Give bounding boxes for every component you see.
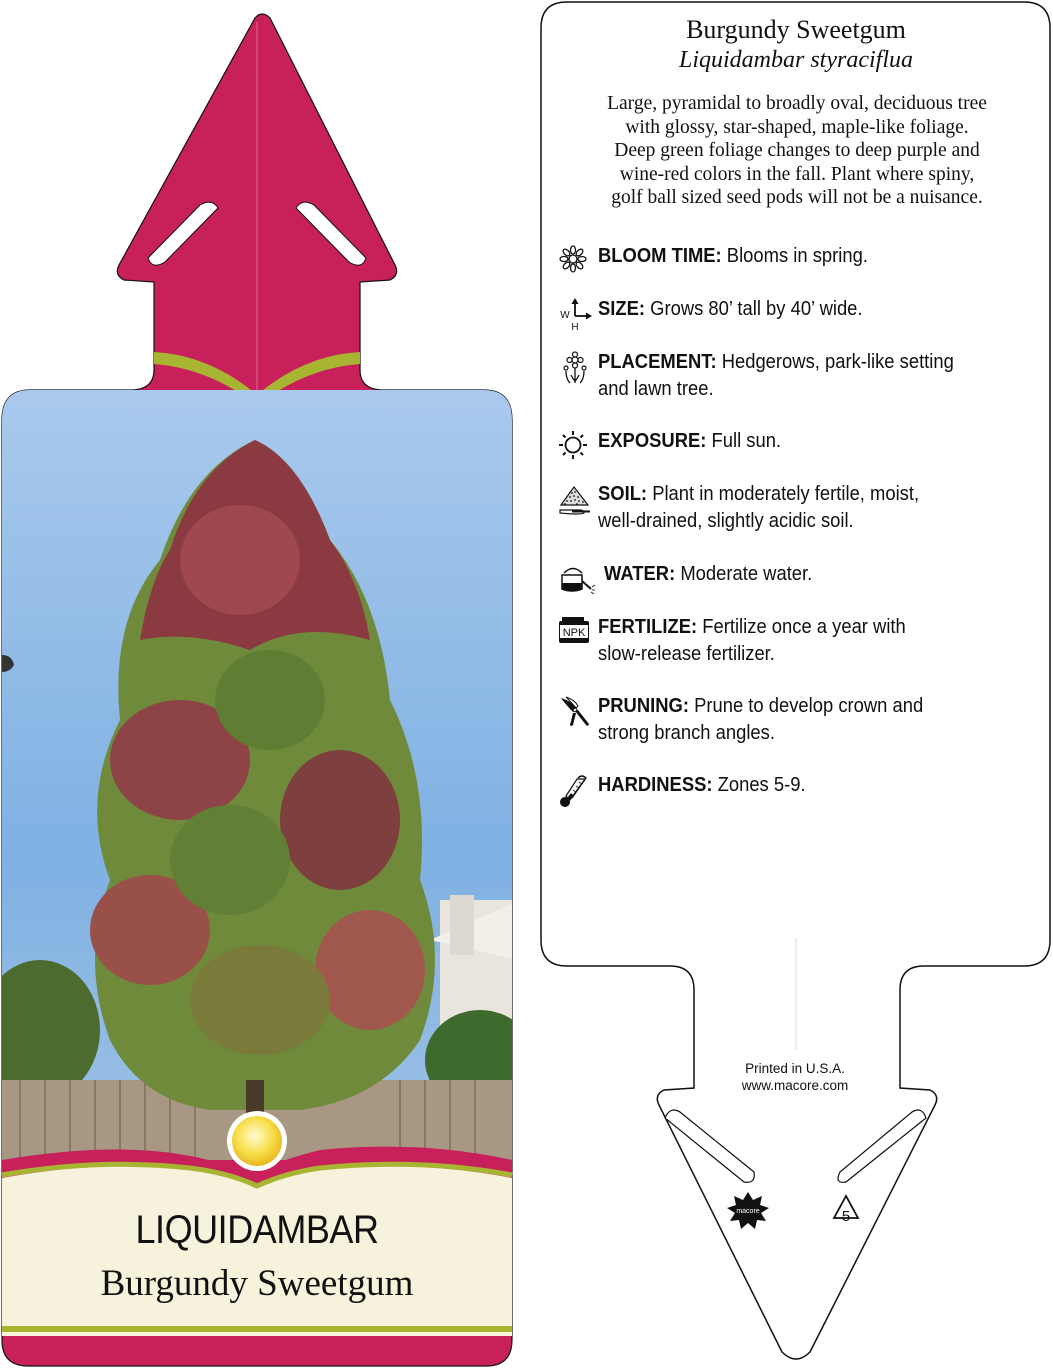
thermometer-icon [558, 774, 592, 808]
back-title: Burgundy Sweetgum [686, 15, 906, 44]
printed-in: Printed in U.S.A. [745, 1061, 845, 1076]
back-description [552, 92, 1042, 210]
npk-fertilizer-icon [558, 616, 592, 646]
watering-can-icon [558, 563, 596, 597]
attr-value: and lawn tree. [598, 378, 714, 400]
description-line: with glossy, star-shaped, maple-like foliage. [625, 116, 969, 138]
attr-value: Zones 5-9. [717, 774, 806, 796]
attr-label: PLACEMENT: [598, 351, 717, 373]
front-common-name: Burgundy Sweetgum [100, 1263, 414, 1304]
sun-icon [558, 430, 592, 460]
attr-exposure [558, 428, 1043, 458]
attr-fertilize [558, 614, 1043, 670]
flower-icon [558, 245, 592, 275]
attr-water [558, 561, 1043, 591]
soil-icon [558, 483, 592, 517]
pruners-icon [558, 695, 592, 729]
svg-text:W: W [560, 310, 570, 321]
attr-value: Plant in moderately fertile, moist, [652, 483, 920, 505]
svg-text:H: H [571, 322, 579, 332]
attr-value: Grows 80’ tall by 40’ wide. [650, 298, 863, 320]
description-line: golf ball sized seed pods will not be a nuisance. [611, 187, 983, 208]
attr-value: slow-release fertilizer. [598, 643, 775, 665]
front-genus-name: LIQUIDAMBAR [135, 1208, 379, 1252]
printed-info [700, 1060, 890, 1094]
attr-size [558, 296, 1043, 332]
attr-label: SIZE: [598, 298, 646, 320]
attr-value: Full sun. [711, 430, 782, 452]
attr-hardiness [558, 772, 1043, 802]
attr-value: Blooms in spring. [726, 245, 868, 267]
description-line: Deep green foliage changes to deep purple and [614, 140, 980, 161]
svg-text:5: 5 [841, 1208, 851, 1225]
attr-label: WATER: [604, 563, 676, 585]
back-latin-name: Liquidambar styraciflua [678, 47, 913, 73]
svg-text:NPK: NPK [562, 627, 586, 639]
attr-label: BLOOM TIME: [598, 245, 722, 267]
attr-label: EXPOSURE: [598, 430, 707, 452]
website: www.macore.com [741, 1078, 849, 1093]
attr-value: Prune to develop crown and [694, 695, 924, 717]
attr-value: Fertilize once a year with [702, 616, 906, 638]
attr-label: FERTILIZE: [598, 616, 698, 638]
attr-placement [558, 349, 1043, 405]
attr-bloom-time [558, 243, 1043, 273]
svg-text:macore: macore [736, 1208, 760, 1215]
attr-value: well-drained, slightly acidic soil. [598, 510, 854, 532]
attr-pruning [558, 693, 1043, 749]
attr-label: HARDINESS: [598, 774, 713, 796]
attr-value: Hedgerows, park-like setting [721, 351, 954, 373]
placement-flowers-icon [558, 351, 592, 385]
attr-label: SOIL: [598, 483, 648, 505]
attr-value: Moderate water. [680, 563, 813, 585]
attr-label: PRUNING: [598, 695, 689, 717]
attr-value: strong branch angles. [598, 722, 775, 744]
attr-soil [558, 481, 1043, 537]
description-line: Large, pyramidal to broadly oval, deciduous tree [607, 93, 987, 114]
size-wh-icon [558, 298, 592, 332]
description-line: wine-red colors in the fall. Plant where spiny, [619, 163, 975, 185]
